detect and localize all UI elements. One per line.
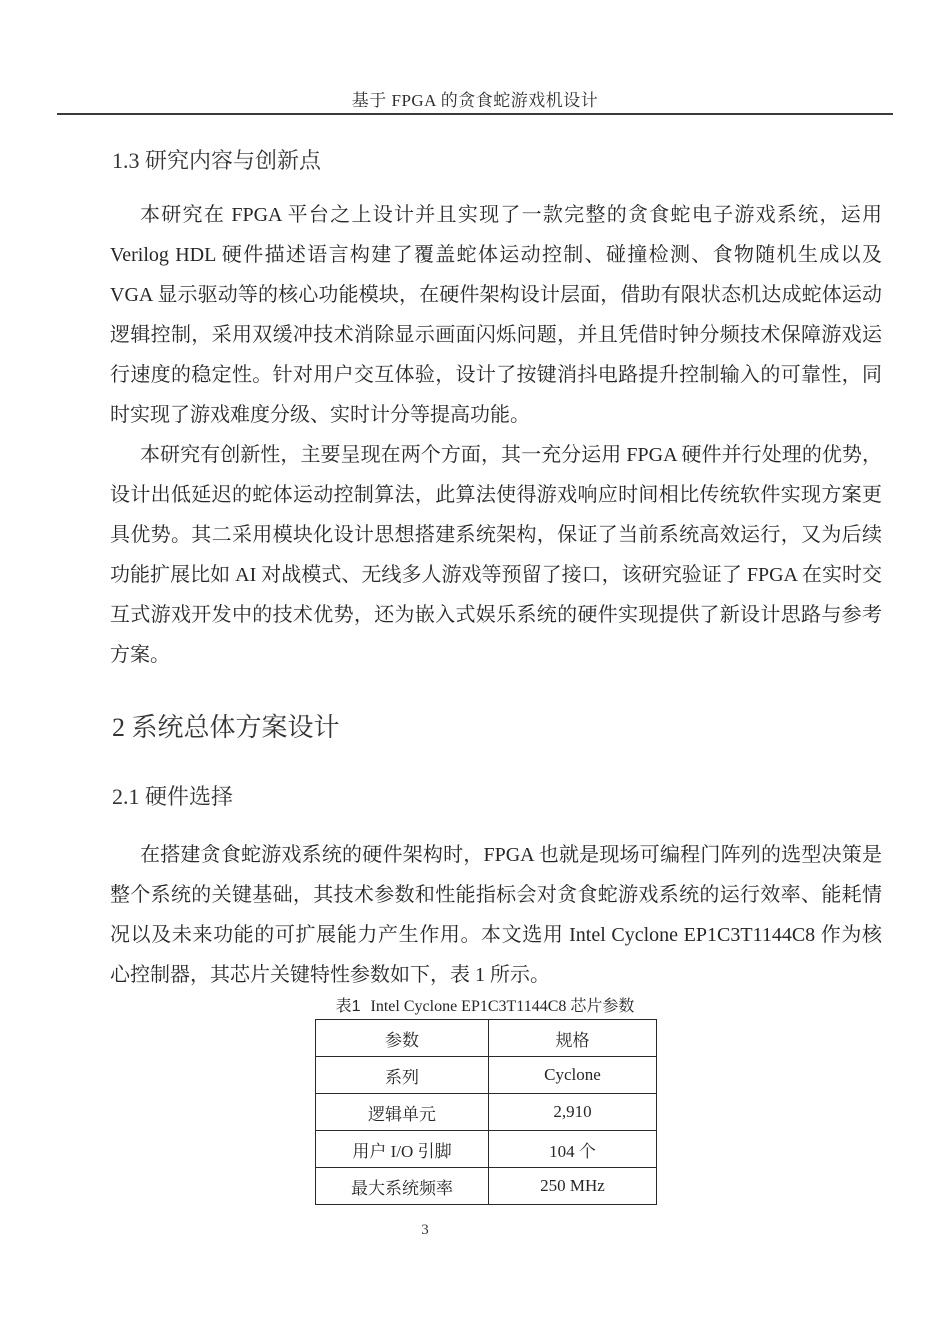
page-number: 3 bbox=[421, 1222, 429, 1238]
paragraph-research-content: 本研究在 FPGA 平台之上设计并且实现了一款完整的贪食蛇电子游戏系统，运用 Verilog HDL 硬件描述语言构建了覆盖蛇体运动控制、碰撞检测、食物随机生成以及 VGA 显示驱动等的核心功能模块，在硬件架构设计层面，借助有限状态机达成蛇体运动逻辑控制，采用双缓冲技术消除显示画面闪烁问题，并且凭借时钟分频技术保障游戏运行速度的稳定性。针对用户交互体验，设计了按键消抖电路提升控制输入的可靠性，同时实现了游戏难度分级、实时计分等提高功能。 bbox=[110, 204, 882, 426]
heading-2-1 bbox=[112, 783, 233, 810]
table-row bbox=[316, 1168, 657, 1205]
table1-caption-label: 表1 bbox=[335, 998, 361, 1015]
chip-parameters-table bbox=[315, 1019, 657, 1205]
param-column-header: 参数 bbox=[316, 1020, 489, 1057]
spec-column-header: 规格 bbox=[489, 1020, 657, 1057]
param-cell: 系列 bbox=[316, 1057, 489, 1094]
spec-cell: 2,910 bbox=[489, 1094, 657, 1131]
spec-cell: 250 MHz bbox=[489, 1168, 657, 1205]
spec-cell: Cyclone bbox=[489, 1057, 657, 1094]
header-rule bbox=[57, 113, 893, 115]
heading-1-3 bbox=[112, 147, 321, 174]
heading-2-number: 2 bbox=[112, 713, 125, 742]
spec-cell: 104 个 bbox=[489, 1131, 657, 1168]
heading-2 bbox=[112, 711, 340, 744]
heading-1-3-number: 1.3 bbox=[112, 148, 140, 173]
heading-2-title: 系统总体方案设计 bbox=[131, 712, 340, 742]
heading-1-3-title: 研究内容与创新点 bbox=[145, 148, 322, 173]
page-header-title: 基于 FPGA 的贪食蛇游戏机设计 bbox=[351, 91, 599, 110]
table-header-row bbox=[316, 1020, 657, 1057]
table1-caption-text: Intel Cyclone EP1C3T1144C8 芯片参数 bbox=[370, 998, 635, 1015]
paragraph-hardware-selection: 在搭建贪食蛇游戏系统的硬件架构时，FPGA 也就是现场可编程门阵列的选型决策是整个系统的关键基础，其技术参数和性能指标会对贪食蛇游戏系统的运行效率、能耗情况以及未来功能的可扩展能力产生作用。本文选用 Intel Cyclone EP1C3T1144C8 作为核心控制器，其芯片关键特性参数如下，表 1 所示。 bbox=[110, 844, 882, 986]
param-cell: 最大系统频率 bbox=[316, 1168, 489, 1205]
table-row bbox=[316, 1094, 657, 1131]
table1-caption bbox=[280, 996, 690, 1017]
param-cell: 逻辑单元 bbox=[316, 1094, 489, 1131]
table-row bbox=[316, 1057, 657, 1094]
param-cell: 用户 I/O 引脚 bbox=[316, 1131, 489, 1168]
table-row bbox=[316, 1131, 657, 1168]
heading-2-1-title: 硬件选择 bbox=[145, 784, 234, 809]
paragraph-innovation: 本研究有创新性，主要呈现在两个方面，其一充分运用 FPGA 硬件并行处理的优势，设计出低延迟的蛇体运动控制算法，此算法使得游戏响应时间相比传统软件实现方案更具优势。其二采用模块化设计思想搭建系统架构，保证了当前系统高效运行，又为后续功能扩展比如 AI 对战模式、无线多人游戏等预留了接口，该研究验证了 FPGA 在实时交互式游戏开发中的技术优势，还为嵌入式娱乐系统的硬件实现提供了新设计思路与参考方案。 bbox=[110, 444, 882, 666]
heading-2-1-number: 2.1 bbox=[112, 784, 140, 809]
